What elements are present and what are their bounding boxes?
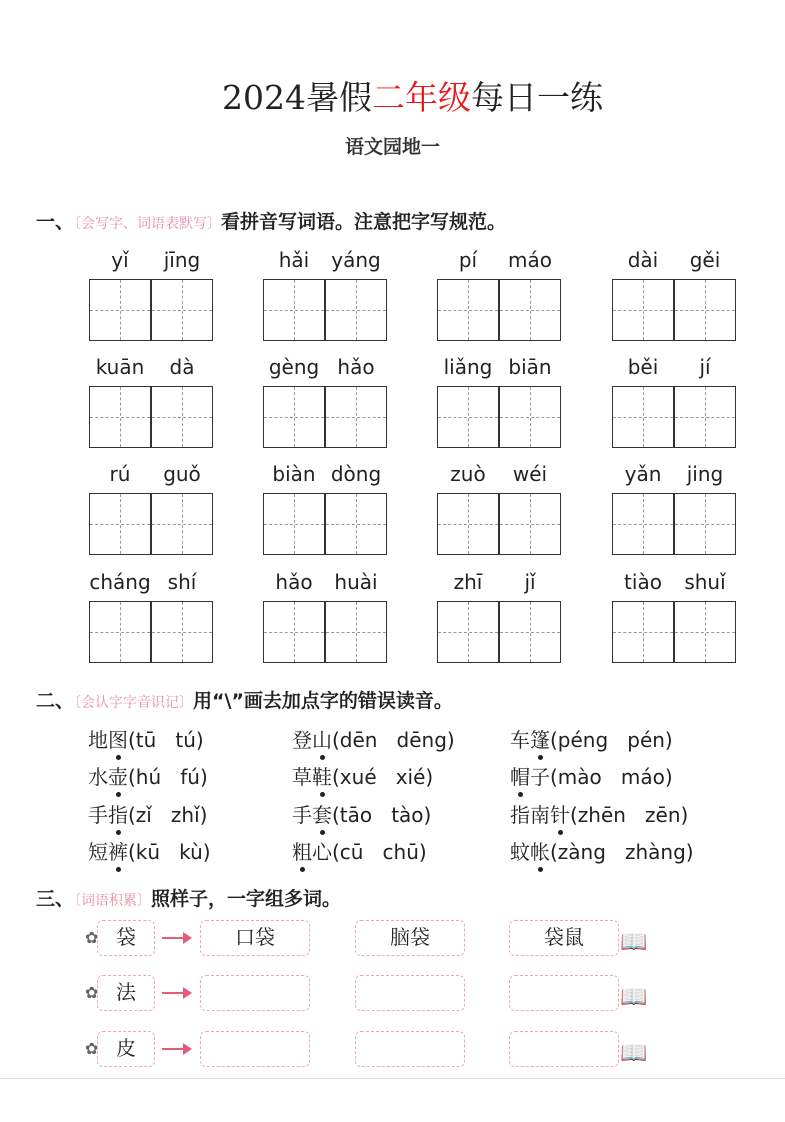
pinyin-syllable: liǎng: [443, 355, 493, 379]
pronunciation-item[interactable]: [292, 836, 427, 865]
writing-box[interactable]: [151, 279, 213, 341]
pronunciation-item[interactable]: [510, 724, 673, 753]
word-text: 蚊: [510, 840, 530, 864]
pinyin-syllable: guǒ: [163, 462, 201, 486]
writing-box[interactable]: [612, 601, 674, 663]
bug-icon: ✿: [85, 1039, 99, 1058]
pronunciation-item[interactable]: [88, 761, 208, 790]
section3-tag: 〔词语积累〕: [74, 893, 152, 909]
pinyin-syllable: jǐ: [524, 570, 536, 594]
book-icon: 📖: [620, 985, 648, 1010]
section2-number: 二、: [36, 690, 75, 712]
section2-heading: [36, 686, 453, 713]
pinyin-syllable: pí: [458, 248, 478, 272]
emphasis-dot: [538, 755, 543, 760]
section3-heading: [36, 884, 341, 911]
word-text: 水: [88, 765, 108, 789]
pinyin-syllable: rú: [109, 462, 131, 486]
section1-tag: 〔会写字、词语表默写〕: [74, 216, 222, 232]
dotted-character: [530, 836, 550, 865]
emphasis-dot: [300, 867, 305, 872]
pinyin-syllable: zhī: [453, 570, 483, 594]
pinyin-syllable: zuò: [450, 462, 486, 486]
pronunciation-item[interactable]: [292, 799, 431, 828]
writing-box[interactable]: [263, 279, 325, 341]
word-answer-box[interactable]: 脑袋: [355, 920, 465, 956]
pinyin-syllable: jing: [686, 462, 724, 486]
pinyin-options: (péng pén): [550, 728, 673, 752]
writing-box[interactable]: [499, 279, 561, 341]
bug-icon: ✿: [85, 928, 99, 947]
pinyin-syllable: gěi: [689, 248, 721, 272]
writing-box[interactable]: [89, 493, 151, 555]
pinyin-syllable: hǎo: [275, 570, 313, 594]
pinyin-syllable: biàn: [272, 462, 316, 486]
writing-box[interactable]: [612, 386, 674, 448]
emphasis-dot: [518, 792, 523, 797]
word-text: 指南: [510, 803, 550, 827]
emphasis-dot: [116, 792, 121, 797]
pinyin-syllable: wéi: [512, 462, 548, 486]
writing-box[interactable]: [437, 493, 499, 555]
pronunciation-item[interactable]: [292, 724, 455, 753]
base-character-box: 法: [97, 975, 155, 1011]
dotted-character-text: 鞋: [312, 765, 332, 789]
writing-box[interactable]: [674, 279, 736, 341]
writing-box[interactable]: [89, 386, 151, 448]
pinyin-syllable: jīng: [163, 248, 201, 272]
word-text: 手: [88, 803, 108, 827]
word-answer-box[interactable]: [200, 1031, 310, 1067]
pinyin-options: (cū chū): [332, 840, 427, 864]
section1-instruction: 看拼音写词语。注意把字写规范。: [221, 211, 507, 233]
word-text: 心: [312, 840, 332, 864]
book-icon: 📖: [620, 930, 648, 955]
pronunciation-item[interactable]: [510, 799, 688, 828]
dotted-character: [530, 724, 550, 753]
emphasis-dot: [538, 867, 543, 872]
pinyin-syllable: gèng: [268, 355, 320, 379]
word-answer-box[interactable]: [355, 975, 465, 1011]
pinyin-options: (zǐ zhǐ): [128, 803, 208, 827]
pinyin-options: (zhēn zēn): [570, 803, 689, 827]
pinyin-options: (zàng zhàng): [550, 840, 694, 864]
writing-box[interactable]: [674, 493, 736, 555]
writing-box[interactable]: [612, 493, 674, 555]
dotted-character: [108, 799, 128, 828]
dotted-character: [292, 836, 312, 865]
pronunciation-item[interactable]: [88, 799, 207, 828]
writing-box[interactable]: [437, 601, 499, 663]
word-text: 车: [510, 728, 530, 752]
emphasis-dot: [320, 792, 325, 797]
pronunciation-item[interactable]: [292, 761, 433, 790]
emphasis-dot: [558, 830, 563, 835]
writing-box[interactable]: [499, 493, 561, 555]
writing-box[interactable]: [325, 601, 387, 663]
dotted-character-text: 壶: [108, 765, 128, 789]
dotted-character-text: 篷: [530, 728, 550, 752]
writing-box[interactable]: [499, 386, 561, 448]
pinyin-syllable: dài: [627, 248, 659, 272]
section1-heading: [36, 207, 506, 234]
dotted-character: [312, 724, 332, 753]
writing-box[interactable]: [151, 493, 213, 555]
pronunciation-item[interactable]: [510, 836, 694, 865]
pinyin-syllable: shuǐ: [684, 570, 726, 594]
writing-box[interactable]: [674, 601, 736, 663]
word-answer-box[interactable]: 袋鼠: [509, 920, 619, 956]
writing-box[interactable]: [674, 386, 736, 448]
dotted-character-text: 山: [312, 728, 332, 752]
dotted-character-text: 针: [550, 803, 570, 827]
pinyin-syllable: huài: [334, 570, 378, 594]
pinyin-options: (tū tú): [128, 728, 204, 752]
word-text: 草: [292, 765, 312, 789]
pinyin-options: (kū kù): [128, 840, 211, 864]
dotted-character-text: 套: [312, 803, 332, 827]
dotted-character: [108, 836, 128, 865]
word-text: 子: [530, 765, 550, 789]
pinyin-options: (mào máo): [550, 765, 673, 789]
pinyin-syllable: hǎi: [278, 248, 310, 272]
title-grade: 二年级: [371, 78, 471, 117]
writing-box[interactable]: [325, 493, 387, 555]
dotted-character-text: 帽: [510, 765, 530, 789]
writing-box[interactable]: [263, 386, 325, 448]
dotted-character-text: 裤: [108, 840, 128, 864]
pinyin-syllable: máo: [508, 248, 552, 272]
dotted-character-text: 图: [108, 728, 128, 752]
pinyin-syllable: dà: [169, 355, 195, 379]
pronunciation-item[interactable]: [88, 724, 204, 753]
dotted-character-text: 指: [108, 803, 128, 827]
dotted-character-text: 帐: [530, 840, 550, 864]
pinyin-syllable: biān: [508, 355, 552, 379]
writing-box[interactable]: [89, 279, 151, 341]
word-answer-box[interactable]: [509, 1031, 619, 1067]
base-character-box: 皮: [97, 1031, 155, 1067]
section2-tag: 〔会认字字音识记〕: [74, 695, 194, 711]
pinyin-options: (dēn dēng): [332, 728, 455, 752]
pinyin-syllable: kuān: [95, 355, 145, 379]
pinyin-syllable: dòng: [330, 462, 382, 486]
pinyin-syllable: tiào: [624, 570, 662, 594]
dotted-character-text: 粗: [292, 840, 312, 864]
emphasis-dot: [116, 755, 121, 760]
section1-number: 一、: [36, 211, 75, 233]
writing-box[interactable]: [437, 386, 499, 448]
pinyin-syllable: cháng: [89, 570, 151, 594]
dotted-character: [108, 761, 128, 790]
dotted-character: [312, 799, 332, 828]
page-divider: [0, 1078, 785, 1079]
word-text: 登: [292, 728, 312, 752]
emphasis-dot: [116, 830, 121, 835]
word-answer-box[interactable]: 口袋: [200, 920, 310, 956]
dotted-character: [550, 799, 570, 828]
page-title: [0, 72, 785, 119]
pronunciation-item[interactable]: [510, 761, 673, 790]
writing-box[interactable]: [263, 493, 325, 555]
arrow-icon: [162, 1048, 190, 1050]
word-answer-box[interactable]: [200, 975, 310, 1011]
arrow-icon: [162, 992, 190, 994]
pinyin-syllable: hǎo: [337, 355, 375, 379]
pronunciation-item[interactable]: [88, 836, 211, 865]
title-prefix: 2024暑假: [222, 78, 372, 117]
word-text: 手: [292, 803, 312, 827]
bug-icon: ✿: [85, 983, 99, 1002]
writing-box[interactable]: [437, 279, 499, 341]
writing-box[interactable]: [325, 279, 387, 341]
writing-box[interactable]: [151, 386, 213, 448]
base-character-box: 袋: [97, 920, 155, 956]
writing-box[interactable]: [151, 601, 213, 663]
dotted-character: [510, 761, 530, 790]
emphasis-dot: [320, 755, 325, 760]
pinyin-syllable: běi: [627, 355, 659, 379]
word-text: 短: [88, 840, 108, 864]
emphasis-dot: [116, 867, 121, 872]
arrow-icon: [162, 937, 190, 939]
section2-instruction: 用“\”画去加点字的错误读音。: [193, 690, 453, 712]
pinyin-syllable: yáng: [331, 248, 381, 272]
section3-instruction: 照样子，一字组多词。: [151, 888, 342, 910]
word-text: 地: [88, 728, 108, 752]
writing-box[interactable]: [325, 386, 387, 448]
pinyin-options: (tāo tào): [332, 803, 432, 827]
book-icon: 📖: [620, 1041, 648, 1066]
writing-box[interactable]: [263, 601, 325, 663]
word-answer-box[interactable]: [355, 1031, 465, 1067]
dotted-character: [312, 761, 332, 790]
section3-number: 三、: [36, 888, 75, 910]
pinyin-syllable: yǎn: [624, 462, 662, 486]
pinyin-syllable: shí: [167, 570, 197, 594]
page-subtitle: 语文园地一: [344, 136, 440, 158]
writing-box[interactable]: [612, 279, 674, 341]
pinyin-syllable: jí: [699, 355, 711, 379]
emphasis-dot: [320, 830, 325, 835]
dotted-character: [108, 724, 128, 753]
pinyin-syllable: yǐ: [111, 248, 129, 272]
title-suffix: 每日一练: [470, 78, 603, 117]
writing-box[interactable]: [499, 601, 561, 663]
pinyin-options: (xué xié): [332, 765, 434, 789]
word-answer-box[interactable]: [509, 975, 619, 1011]
writing-box[interactable]: [89, 601, 151, 663]
pinyin-options: (hú fú): [128, 765, 208, 789]
